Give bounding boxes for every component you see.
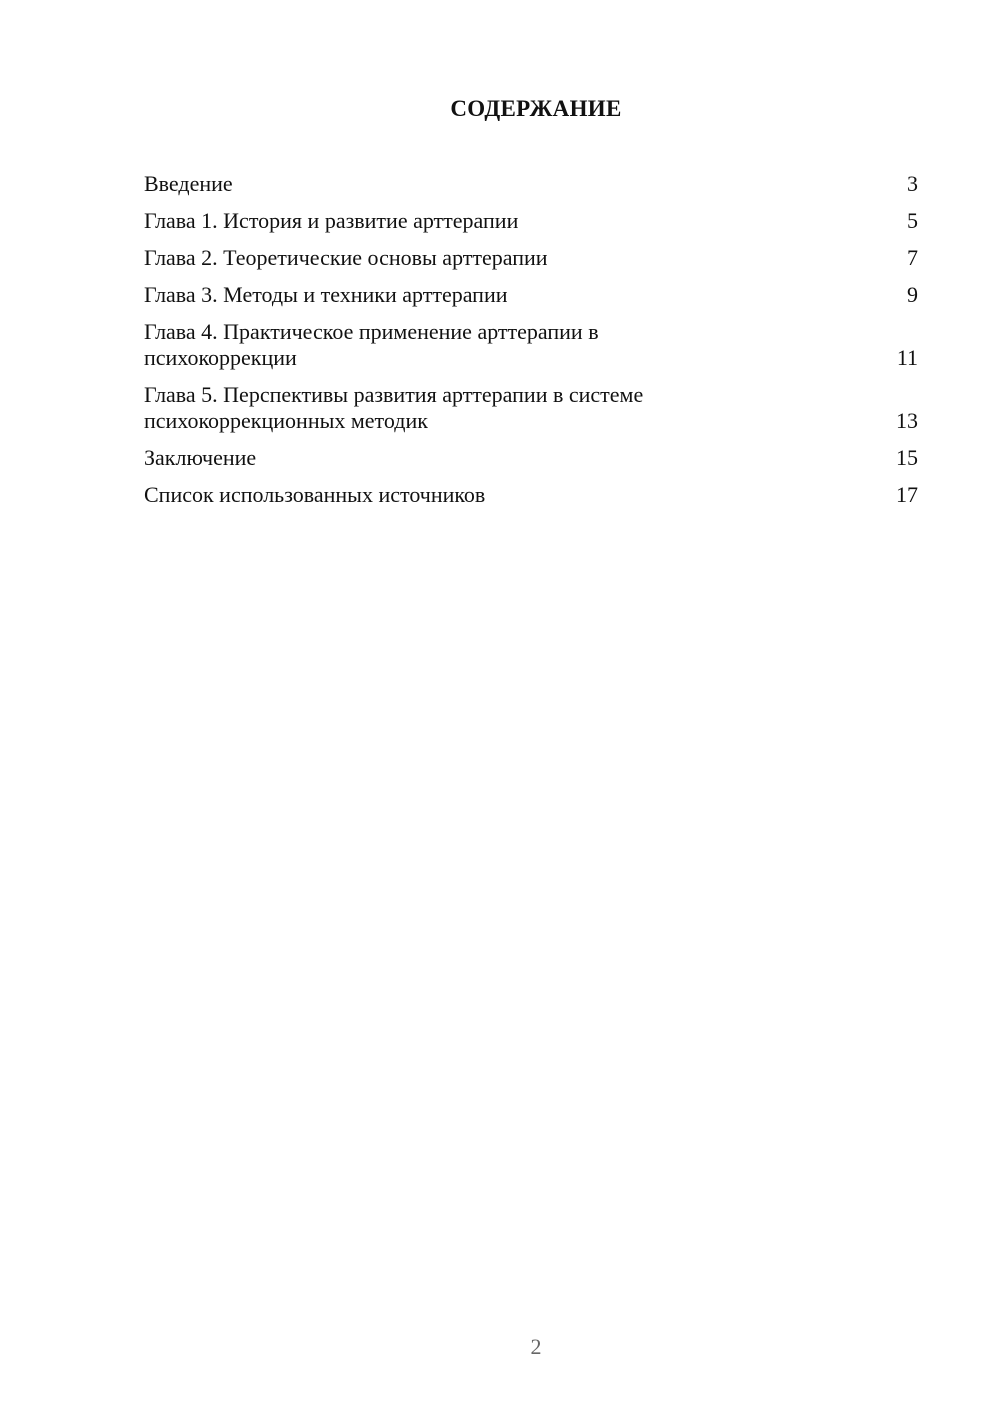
toc-entry-chapter-2 [144,245,918,271]
toc-entry-title-line: Список использованных источников [144,482,486,507]
toc-entry-title-line: Глава 3. Методы и техники арттерапии [144,282,508,307]
toc-entry-title [144,445,896,471]
page-title: СОДЕРЖАНИЕ [450,96,622,121]
toc-entry-page: 7 [907,245,918,270]
toc-entry-conclusion [144,445,918,471]
toc-entry-title-line: Введение [144,171,233,196]
toc-entry-references [144,482,918,508]
toc-entry-title-line: психокоррекционных методик [144,408,428,433]
toc-entry-page: 9 [907,282,918,307]
toc-entry-page: 11 [896,345,918,370]
toc-entry-title-line: Глава 4. Практическое применение арттерапии в [144,319,599,344]
toc-entry-page: 13 [896,408,918,433]
toc-entry-page: 5 [907,208,918,233]
toc-entry-title-line: Глава 1. История и развитие арттерапии [144,208,519,233]
toc-entry-chapter-3 [144,282,918,308]
toc-entry-title [144,382,896,434]
toc-entry-title-line: Глава 2. Теоретические основы арттерапии [144,245,548,270]
table-of-contents [144,171,918,519]
toc-entry-introduction [144,171,918,197]
toc-entry-title [144,282,907,308]
page-number: 2 [530,1334,542,1359]
toc-entry-title-line: Глава 5. Перспективы развития арттерапии в системе [144,382,644,407]
toc-entry-title [144,482,896,508]
toc-entry-page: 3 [907,171,918,196]
toc-entry-chapter-1 [144,208,918,234]
toc-entry-title-line: психокоррекции [144,345,297,370]
toc-entry-title [144,319,897,371]
toc-entry-title [144,171,907,197]
toc-entry-title [144,208,907,234]
toc-entry-title [144,245,907,271]
toc-entry-chapter-5 [144,382,918,434]
toc-entry-title-line: Заключение [144,445,257,470]
toc-entry-chapter-4 [144,319,918,371]
toc-entry-page: 15 [896,445,918,470]
toc-entry-page: 17 [896,482,918,507]
